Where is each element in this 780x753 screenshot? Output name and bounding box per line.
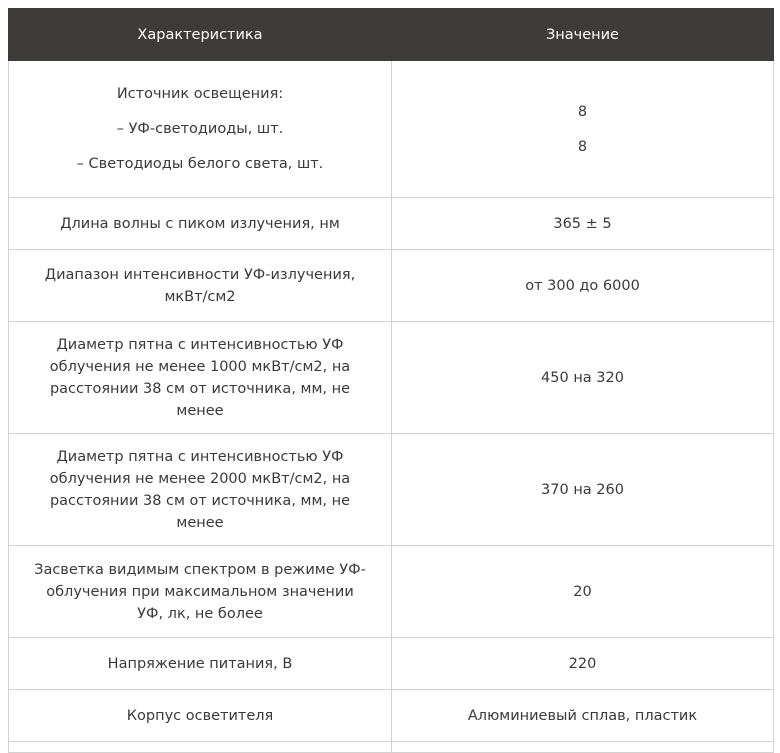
value-subitem: 8 — [577, 103, 588, 120]
value-cell — [392, 61, 774, 198]
column-header-characteristic: Характеристика — [9, 9, 392, 61]
empty-cell — [9, 742, 392, 753]
characteristic-cell: Напряжение питания, В — [9, 638, 392, 690]
characteristic-cell: Длина волны с пиком излучения, нм — [9, 198, 392, 250]
value-cell: 20 — [392, 546, 774, 638]
value-cell: от 300 до 6000 — [392, 250, 774, 322]
value-subitem: 8 — [577, 138, 588, 155]
value-cell: 450 на 320 — [392, 322, 774, 434]
table-header-row — [9, 9, 774, 61]
table-row — [9, 546, 774, 638]
table-row — [9, 322, 774, 434]
characteristic-cell: Корпус осветителя — [9, 690, 392, 742]
characteristic-subitem: – УФ-светодиоды, шт. — [116, 121, 284, 137]
column-header-value: Значение — [392, 9, 774, 61]
characteristic-cell: Диаметр пятна с интенсивностью УФ облучения не менее 2000 мкВт/см2, на расстоянии 38 см от источника, мм, не менее — [9, 434, 392, 546]
table-row — [9, 690, 774, 742]
table-row — [9, 250, 774, 322]
value-cell: 365 ± 5 — [392, 198, 774, 250]
value-cell: 220 — [392, 638, 774, 690]
characteristic-heading: Источник освещения: — [116, 86, 284, 102]
value-cell: 370 на 260 — [392, 434, 774, 546]
empty-cell — [392, 742, 774, 753]
characteristic-cell: Диаметр пятна с интенсивностью УФ облучения не менее 1000 мкВт/см2, на расстоянии 38 см от источника, мм, не менее — [9, 322, 392, 434]
table-row — [9, 198, 774, 250]
table-row — [9, 638, 774, 690]
characteristic-cell: Засветка видимым спектром в режиме УФ-облучения при максимальном значении УФ, лк, не более — [9, 546, 392, 638]
characteristic-subitem: – Светодиоды белого света, шт. — [76, 156, 324, 172]
value-cell: Алюминиевый сплав, пластик — [392, 690, 774, 742]
table-row — [9, 434, 774, 546]
table-row-partial — [9, 742, 774, 753]
table-row — [9, 61, 774, 198]
characteristic-cell — [9, 61, 392, 198]
characteristic-cell: Диапазон интенсивности УФ-излучения, мкВт/см2 — [9, 250, 392, 322]
specifications-table — [8, 8, 774, 753]
